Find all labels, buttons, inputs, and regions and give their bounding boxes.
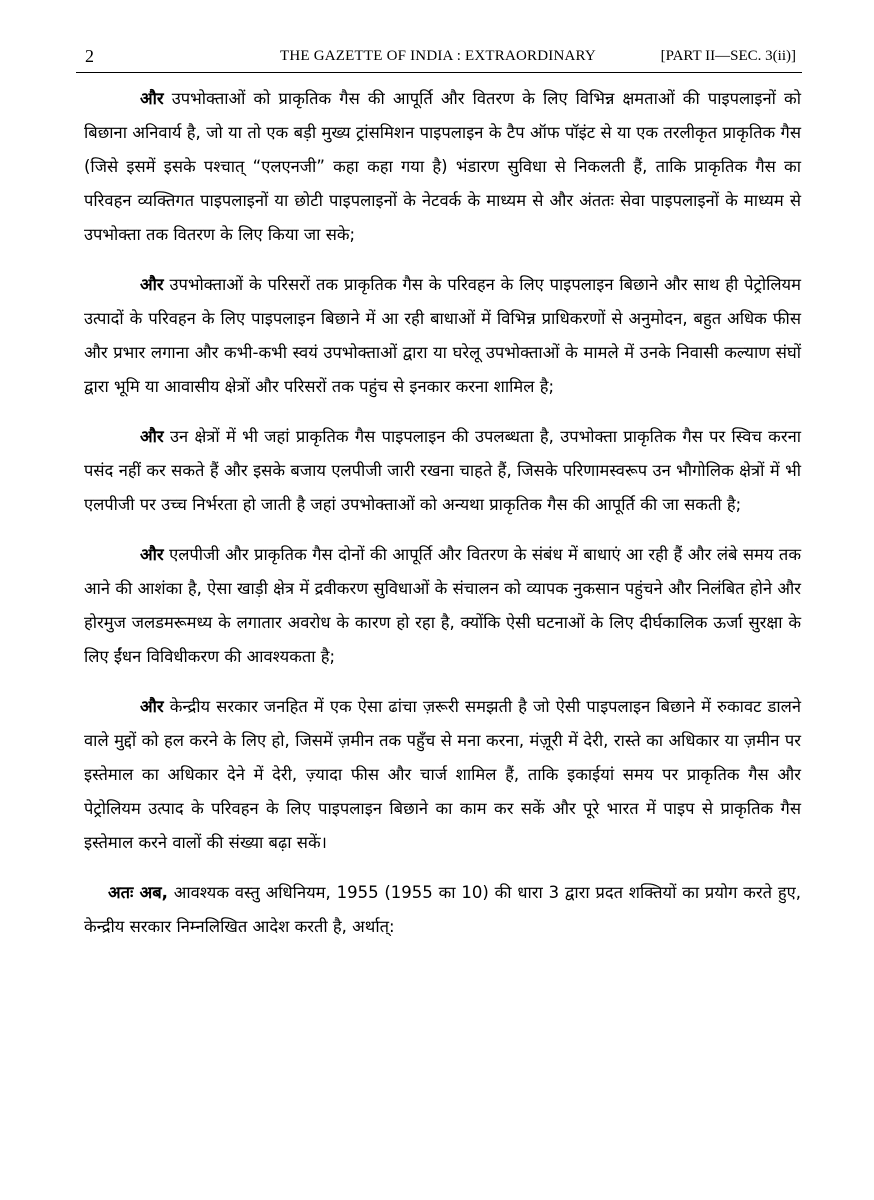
paragraph-lead: अतः अब,	[108, 883, 168, 902]
paragraph	[84, 420, 801, 522]
paragraph-text: केन्द्रीय सरकार जनहित में एक ऐसा ढांचा ज़रूरी समझती है जो ऐसी पाइपलाइन बिछाने में रुकावट डालने वाले मुद्दों को हल करने के लिए हो, जिसमें ज़मीन तक पहुँच से मना करना, मंज़ूरी में देरी, रास्ते का अधिकार या ज़मीन पर इस्तेमाल का अधिकार देने में देरी, ज़्यादा फीस और चार्ज शामिल हैं, ताकि इकाईयां समय पर प्राकृतिक गैस और पेट्रोलियम उत्पाद के परिवहन के लिए पाइपलाइन बिछाने का काम कर सकें और पूरे भारत में पाइप से प्राकृतिक गैस इस्तेमाल करने वालों की संख्या बढ़ा सकें।	[84, 697, 801, 852]
paragraph-lead: और	[140, 275, 164, 294]
enacting-paragraph	[84, 876, 801, 944]
paragraph	[84, 690, 801, 860]
paragraph	[84, 538, 801, 674]
paragraph	[84, 268, 801, 404]
paragraph-lead: और	[140, 89, 164, 108]
paragraph-lead: और	[140, 427, 164, 446]
paragraph-lead: और	[140, 697, 164, 716]
paragraph-text: उन क्षेत्रों में भी जहां प्राकृतिक गैस पाइपलाइन की उपलब्धता है, उपभोक्ता प्राकृतिक गैस पर स्विच करना पसंद नहीं कर सकते हैं और इसके बजाय एलपीजी जारी रखना चाहते हैं, जिसके परिणामस्वरूप उन भौगोलिक क्षेत्रों में भी एलपीजी पर उच्च निर्भरता हो जाती है जहां उपभोक्ताओं को अन्यथा प्राकृतिक गैस की आपूर्ति की जा सकती है;	[84, 427, 801, 514]
paragraph-text: आवश्यक वस्तु अधिनियम, 1955 (1955 का 10) की धारा 3 द्वारा प्रदत शक्तियों का प्रयोग करते हुए, केन्द्रीय सरकार निम्नलिखित आदेश करती है, अर्थात्:	[84, 883, 802, 936]
gazette-title: THE GAZETTE OF INDIA : EXTRAORDINARY	[280, 48, 596, 64]
paragraph-lead: और	[140, 545, 164, 564]
part-section-label: [PART II—SEC. 3(ii)]	[660, 48, 796, 64]
paragraph-text: एलपीजी और प्राकृतिक गैस दोनों की आपूर्ति और वितरण के संबंध में बाधाएं आ रही हैं और लंबे समय तक आने की आशंका है, ऐसा खाड़ी क्षेत्र में द्रवीकरण सुविधाओं के संचालन को व्यापक नुकसान पहुंचने और निलंबित होने और होरमुज जलडमरूमध्य के लगातार अवरोध के कारण हो रहा है, क्योंकि ऐसी घटनाओं के लिए दीर्घकालिक ऊर्जा सुरक्षा के लिए ईंधन विविधीकरण की आवश्यकता है;	[84, 545, 801, 666]
paragraph	[84, 82, 801, 252]
paragraph-text: उपभोक्ताओं को प्राकृतिक गैस की आपूर्ति और वितरण के लिए विभिन्न क्षमताओं की पाइपलाइनों को बिछाना अनिवार्य है, जो या तो एक बड़ी मुख्य ट्रांसमिशन पाइपलाइन के टैप ऑफ पॉइंट से या एक तरलीकृत प्राकृतिक गैस (जिसे इसमें इसके पश्चात् “एलएनजी” कहा कहा गया है) भंडारण सुविधा से निकलती हैं, ताकि प्राकृतिक गैस का परिवहन व्यक्तिगत पाइपलाइनों या छोटी पाइपलाइनों के नेटवर्क के माध्यम से और अंततः सेवा पाइपलाइनों के माध्यम से उपभोक्ता तक वितरण के लिए किया जा सके;	[84, 89, 801, 244]
gazette-header	[76, 44, 800, 70]
paragraph-text: उपभोक्ताओं के परिसरों तक प्राकृतिक गैस के परिवहन के लिए पाइपलाइन बिछाने और साथ ही पेट्रोलियम उत्पादों के परिवहन के लिए पाइपलाइन बिछाने में आ रही बाधाओं में विभिन्न प्राधिकरणों से अनुमोदन, बहुत अधिक फीस और प्रभार लगाना और कभी-कभी स्वयं उपभोक्ताओं द्वारा या घरेलू उपभोक्ताओं के मामले में उनके निवासी कल्याण संघों द्वारा भूमि या आवासीय क्षेत्रों और परिसरों तक पहुंच से इनकार करना शामिल है;	[84, 275, 801, 396]
header-rule	[76, 72, 802, 73]
document-body	[84, 82, 801, 960]
page-number: 2	[85, 46, 94, 66]
